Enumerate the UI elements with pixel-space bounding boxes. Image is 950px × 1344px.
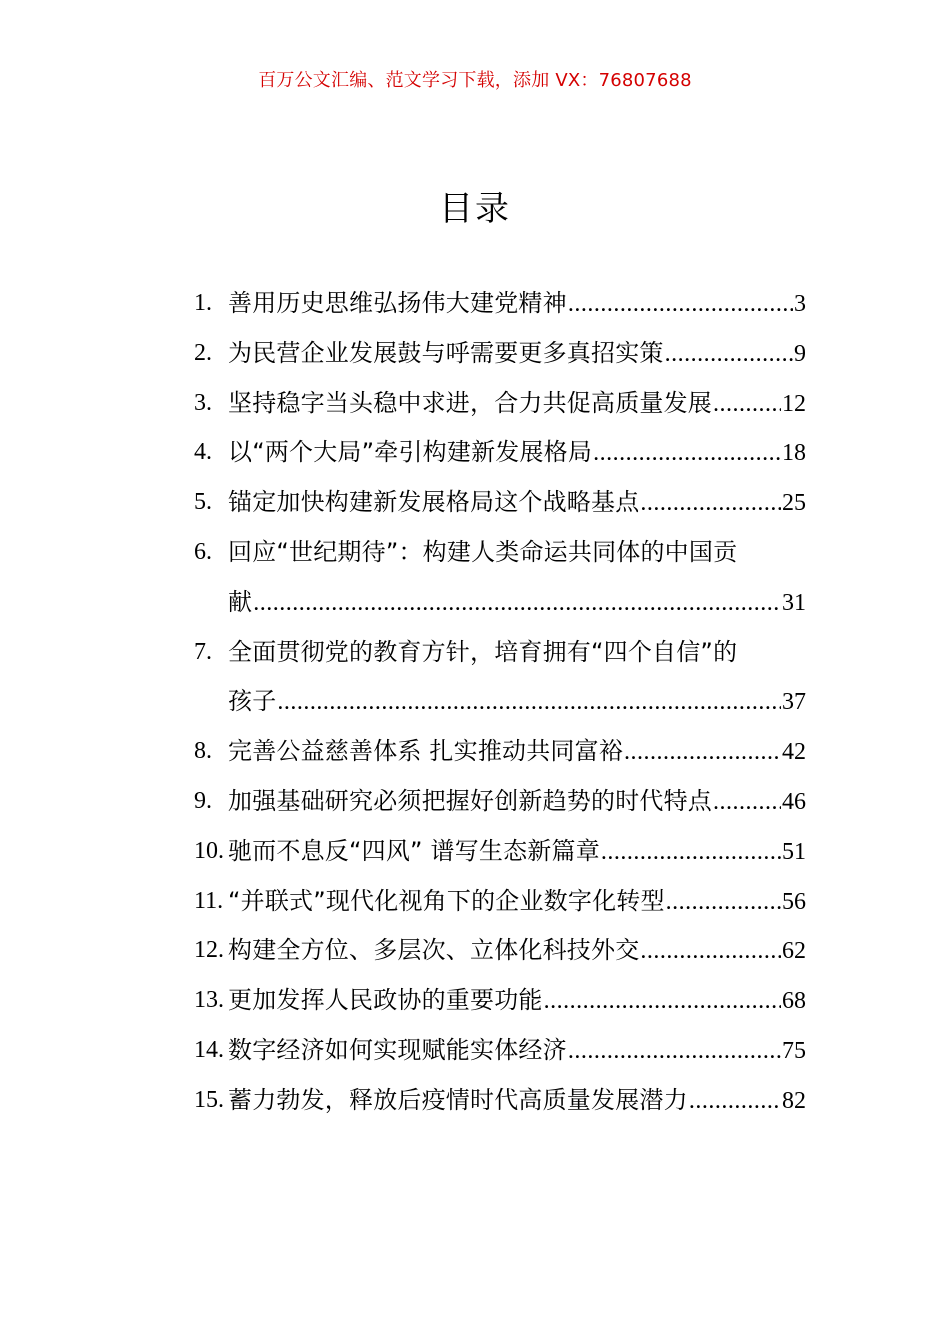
toc-entry-number: 1.	[194, 290, 212, 316]
table-of-contents	[194, 279, 806, 1126]
toc-entry[interactable]	[194, 329, 806, 379]
toc-entry-title: 以“两个大局”牵引构建新发展格局	[228, 438, 593, 467]
toc-leader-dots	[665, 330, 793, 380]
toc-entry-number: 7.	[194, 638, 212, 665]
page-title: 目录	[439, 189, 511, 229]
toc-page-number: 75	[782, 1037, 806, 1064]
toc-leader-dots	[568, 1027, 781, 1077]
toc-entry[interactable]	[194, 528, 806, 628]
toc-entry[interactable]	[194, 478, 806, 528]
toc-entry-title: 回应“世纪期待”：构建人类命运共同体的中国贡	[228, 537, 738, 566]
toc-page-number: 42	[782, 739, 806, 766]
toc-entry-title: 孩子	[228, 687, 277, 716]
toc-leader-dots	[689, 1077, 781, 1127]
toc-entry[interactable]	[194, 727, 806, 777]
toc-leader-dots	[544, 977, 781, 1027]
toc-leader-dots	[601, 828, 781, 878]
toc-leader-dots	[568, 280, 793, 330]
toc-entry-title: 锚定加快构建新发展格局这个战略基点	[228, 488, 640, 517]
toc-leader-dots	[713, 380, 781, 430]
toc-leader-dots	[713, 778, 781, 828]
toc-entry[interactable]	[194, 1076, 806, 1126]
toc-entry[interactable]	[194, 428, 806, 478]
toc-entry-number: 11.	[194, 887, 224, 914]
toc-entry-title: 完善公益慈善体系 扎实推动共同富裕	[228, 737, 624, 766]
toc-entry-number: 9.	[194, 787, 212, 814]
toc-entry-number: 14.	[194, 1036, 224, 1063]
toc-entry-number: 15.	[194, 1086, 224, 1113]
toc-entry-title: 数字经济如何实现赋能实体经济	[228, 1035, 567, 1064]
toc-entry-title: 更加发挥人民政协的重要功能	[228, 986, 543, 1015]
toc-page-number: 18	[782, 440, 806, 467]
toc-entry-number: 3.	[194, 389, 212, 416]
toc-entry-title: 献	[228, 587, 253, 616]
toc-entry-number: 6.	[194, 538, 212, 565]
toc-page-number: 51	[782, 838, 806, 865]
toc-page-number: 56	[782, 888, 806, 915]
toc-leader-dots	[640, 479, 781, 529]
toc-entry[interactable]	[194, 777, 806, 827]
toc-leader-dots	[640, 927, 781, 977]
toc-entry-title: 坚持稳字当头稳中求进，合力共促高质量发展	[228, 388, 712, 417]
toc-entry-number: 5.	[194, 489, 212, 516]
toc-entry[interactable]	[194, 877, 806, 927]
toc-entry-title: 加强基础研究必须把握好创新趋势的时代特点	[228, 786, 712, 815]
toc-leader-dots	[666, 878, 781, 928]
toc-page-number: 62	[782, 938, 806, 965]
toc-page-number: 31	[782, 589, 806, 616]
toc-entry[interactable]	[194, 976, 806, 1026]
toc-entry-number: 8.	[194, 738, 212, 765]
toc-page-number: 82	[782, 1087, 806, 1114]
toc-entry-title: 驰而不息反“四风” 谱写生态新篇章	[228, 836, 600, 865]
toc-page-number: 12	[782, 390, 806, 417]
toc-leader-dots	[253, 579, 781, 629]
toc-entry[interactable]	[194, 279, 806, 329]
toc-page-number: 3	[794, 291, 806, 317]
toc-entry[interactable]	[194, 926, 806, 976]
toc-entry-title: 蓄力勃发，释放后疫情时代高质量发展潜力	[228, 1085, 688, 1114]
toc-entry-number: 12.	[194, 937, 224, 964]
toc-entry[interactable]	[194, 1026, 806, 1076]
toc-entry-title: “并联式”现代化视角下的企业数字化转型	[228, 886, 665, 915]
toc-entry[interactable]	[194, 379, 806, 429]
toc-page-number: 25	[782, 490, 806, 517]
toc-page-number: 37	[782, 689, 806, 716]
toc-entry-number: 13.	[194, 987, 224, 1014]
toc-entry[interactable]	[194, 827, 806, 877]
toc-entry-number: 4.	[194, 439, 212, 466]
toc-entry-title: 构建全方位、多层次、立体化科技外交	[228, 936, 640, 965]
toc-entry-title: 善用历史思维弘扬伟大建党精神	[228, 289, 567, 317]
toc-leader-dots	[593, 429, 781, 479]
toc-page-number: 68	[782, 988, 806, 1015]
header-note: 百万公文汇编、范文学习下载，添加 VX：76807688	[258, 70, 692, 91]
toc-page-number: 9	[794, 340, 806, 367]
toc-page-number: 46	[782, 788, 806, 815]
toc-entry[interactable]	[194, 628, 806, 728]
toc-leader-dots	[624, 728, 781, 778]
toc-entry-title: 为民营企业发展鼓与呼需要更多真招实策	[228, 338, 664, 367]
toc-leader-dots	[277, 678, 781, 728]
toc-entry-number: 2.	[194, 339, 212, 366]
toc-entry-title: 全面贯彻党的教育方针，培育拥有“四个自信”的	[228, 637, 738, 666]
toc-entry-number: 10.	[194, 837, 224, 864]
